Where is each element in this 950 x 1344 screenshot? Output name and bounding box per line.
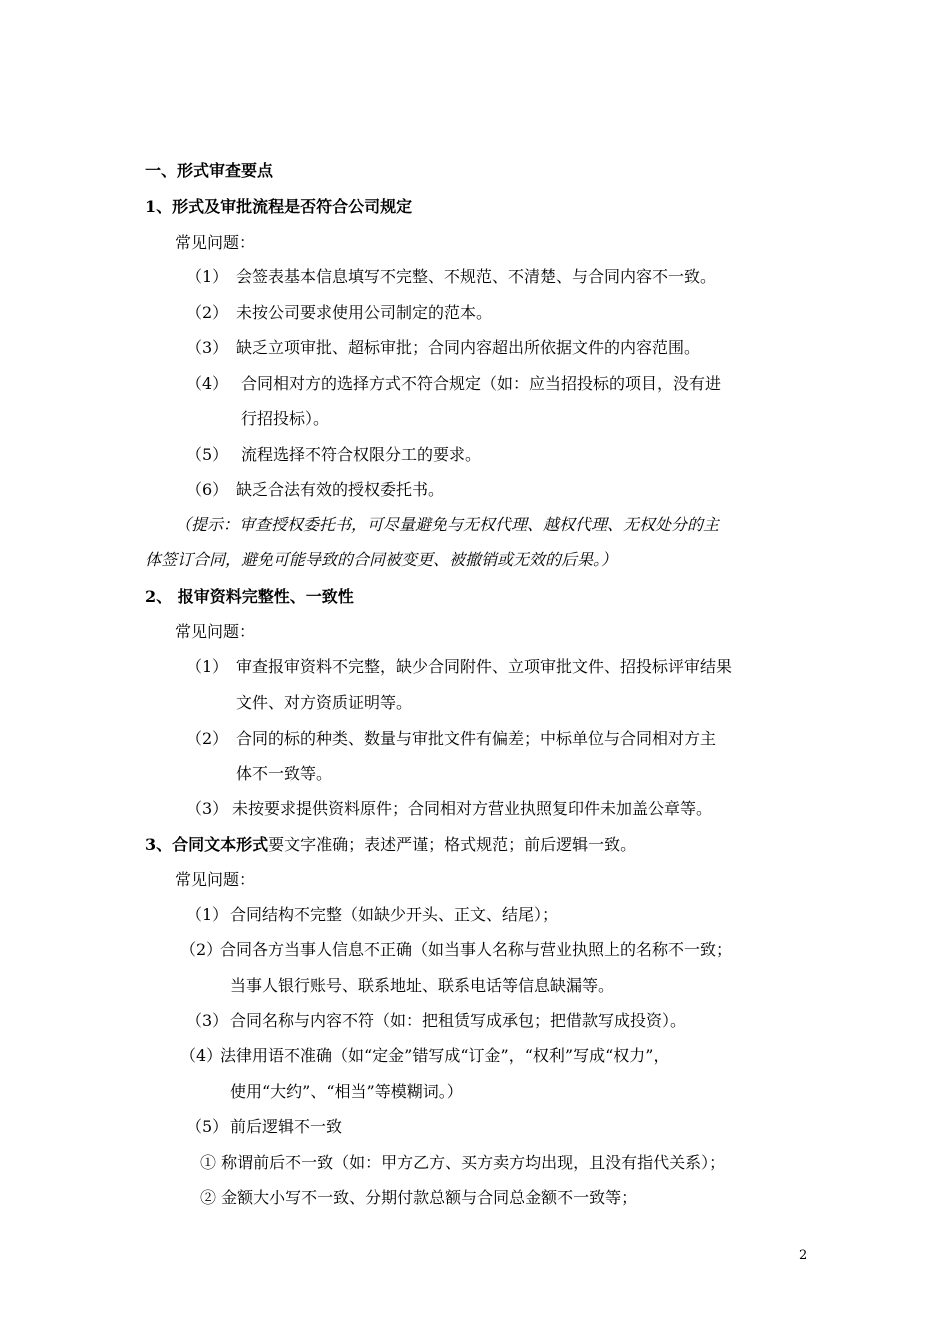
list-item-num: （4） (186, 374, 229, 393)
section-heading: 一、形式审查要点 (145, 161, 274, 180)
subsection-title-3 (145, 834, 636, 856)
subsection-title-3-rest: 要文字准确；表述严谨；格式规范；前后逻辑一致。 (268, 835, 637, 854)
subsection-title-1: 1、形式及审批流程是否符合公司规定 (145, 197, 413, 216)
common-problems-label: 常见问题： (175, 622, 256, 641)
sub-list-item: ① 称谓前后不一致（如：甲方乙方、买方卖方均出现，且没有指代关系）； (200, 1153, 726, 1172)
list-item-text: 未按公司要求使用公司制定的范本。 (236, 303, 493, 322)
list-item-text: 合同相对方的选择方式不符合规定（如：应当招投标的项目，没有进 (241, 374, 722, 393)
list-item-num: （5） (186, 445, 229, 464)
hint-line-1: （提示：审查授权委托书，可尽量避免与无权代理、越权代理、无权处分的主 (175, 515, 720, 534)
list-item-continuation: 体不一致等。 (236, 764, 333, 783)
list-item-continuation: 使用“大约”、“相当”等模糊词。） (230, 1082, 463, 1101)
list-item-num: （1） (186, 267, 229, 286)
list-item-text: 会签表基本信息填写不完整、不规范、不清楚、与合同内容不一致。 (236, 267, 717, 286)
list-item-num: （2） (186, 729, 229, 748)
list-item-continuation: 文件、对方资质证明等。 (236, 693, 413, 712)
list-item-text: 合同各方当事人信息不正确（如当事人名称与营业执照上的名称不一致； (220, 940, 733, 959)
list-item-text: 流程选择不符合权限分工的要求。 (241, 445, 482, 464)
list-item-num: （3） (186, 1011, 229, 1030)
list-item-text: 缺乏合法有效的授权委托书。 (236, 480, 445, 499)
list-item-num: （5） (186, 1117, 229, 1136)
list-item-num: （3） (186, 338, 229, 357)
common-problems-label: 常见问题： (175, 233, 256, 252)
list-item-num: （2） (186, 303, 229, 322)
list-item-num: （1） (186, 657, 229, 676)
list-item-num: （2） (180, 940, 223, 959)
list-item-text: 法律用语不准确（如“定金”错写成“订金”，“权利”写成“权力”， (220, 1046, 670, 1065)
list-item-text: 合同名称与内容不符（如：把租赁写成承包；把借款写成投资）。 (230, 1011, 687, 1030)
list-item-num: （1） (186, 905, 229, 924)
list-item-continuation: 当事人银行账号、联系地址、联系电话等信息缺漏等。 (230, 976, 615, 995)
list-item-text: 前后逻辑不一致 (230, 1117, 343, 1136)
list-item-text: 审查报审资料不完整，缺少合同附件、立项审批文件、招投标评审结果 (236, 657, 733, 676)
page-number: 2 (799, 1248, 808, 1263)
list-item-num: （6） (186, 480, 229, 499)
common-problems-label: 常见问题： (175, 870, 256, 889)
list-item-text: 合同结构不完整（如缺少开头、正文、结尾）； (230, 905, 559, 924)
list-item-num: （4） (180, 1046, 223, 1065)
list-item-text: 合同的标的种类、数量与审批文件有偏差；中标单位与合同相对方主 (236, 729, 717, 748)
list-item-text: 未按要求提供资料原件；合同相对方营业执照复印件未加盖公章等。 (232, 799, 713, 818)
subsection-title-3-bold: 3、合同文本形式 (145, 835, 269, 854)
hint-line-2: 体签订合同，避免可能导致的合同被变更、被撤销或无效的后果。） (145, 550, 618, 569)
sub-list-item: ② 金额大小写不一致、分期付款总额与合同总金额不一致等； (200, 1188, 638, 1207)
list-item-text: 缺乏立项审批、超标审批；合同内容超出所依据文件的内容范围。 (236, 338, 701, 357)
list-item-num: （3） (186, 799, 229, 818)
list-item-continuation: 行招投标）。 (241, 409, 330, 428)
subsection-title-2: 2、 报审资料完整性、一致性 (145, 587, 354, 606)
